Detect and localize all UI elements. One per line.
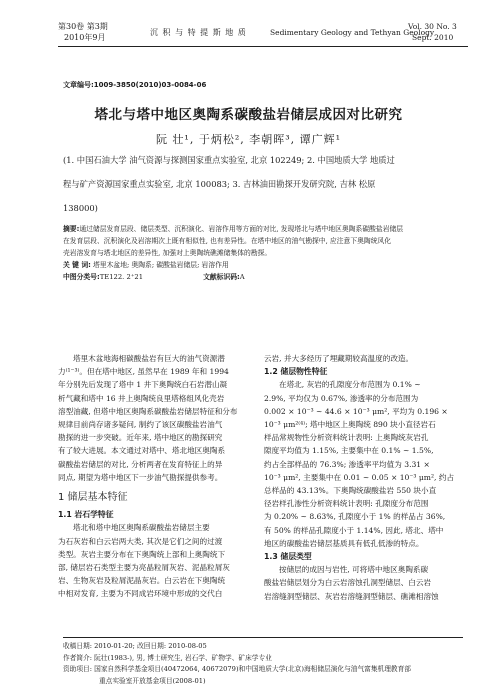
text-line: 总样品的 43.13%。下奥陶统碳酸盐岩 550 块小直	[264, 486, 437, 496]
affiliation-line: (1. 中国石油大学 油气资源与探测国家重点实验室, 北京 102249; 2. 中国地质大学 地质过	[63, 155, 395, 165]
text-line: 塔北和塔中地区奥陶系碳酸盐岩储层主要	[73, 523, 210, 533]
footnote-author: 作者简介: 阮壮(1983-), 男, 博士研究生, 岩石学、矿物学、矿床学专业	[63, 653, 272, 662]
text-line: 0.002 × 10⁻³ ~ 44.6 × 10⁻³ μm², 平均为 0.196 ×	[264, 406, 448, 416]
text-line: 约占全部样品的 76.3%; 渗透率平均值为 3.31 ×	[264, 459, 430, 469]
date-label: 2010年9月	[64, 33, 106, 42]
footnote-fund: 资助项目: 国家自然科学基金项目(40472064, 40672079)和中国地质大学(北京)海相储层演化与油气富集机理教育部	[63, 665, 411, 673]
paper-title: 塔北与塔中地区奥陶系碳酸盐岩储层成因对比研究	[94, 107, 403, 123]
text-line: 力⁽¹⁻³⁾。但在塔中地区, 虽然早在 1989 年和 1994	[58, 367, 229, 377]
subsection-heading: 1.3 储层类型	[264, 552, 312, 562]
journal-title-en: Sedimentary Geology and Tethyan Geology	[270, 28, 435, 37]
text-line: 同点, 期望为塔中地区下一步油气勘探提供参考。	[58, 472, 223, 482]
footnote-rule	[63, 637, 463, 638]
clc-label: 中图分类号:	[63, 273, 100, 281]
doc-code-value: A	[239, 273, 245, 281]
keywords-value: 塔里木盆地; 奥陶系; 碳酸盐岩储层; 岩溶作用	[93, 261, 229, 269]
date-label-en: Sept. 2010	[412, 33, 454, 42]
header-rule	[58, 46, 468, 47]
intro-paragraph	[58, 352, 254, 484]
text-line: 有了较大进展。本文通过对塔中、塔北地区奥陶系	[58, 446, 226, 456]
volume-label: 第30卷 第3期	[58, 22, 108, 31]
text-line: 地区的碳酸盐岩储层基质具有低孔低渗的特点。	[264, 538, 424, 548]
text-line: 有 50% 的样品孔隙度小于 1.14%, 因此, 塔北、塔中	[264, 525, 444, 535]
article-number: 文章编号:1009-3850(2010)03-0084-06	[63, 81, 207, 89]
footnote-fund: 重点实验室开放基金项目(2008-01)	[99, 676, 206, 685]
affiliation-line: 138000)	[63, 203, 98, 213]
text-line: 酸盐岩储层划分为白云岩溶蚀孔洞型储层、白云岩	[264, 578, 432, 588]
text-line: 云岩, 并大多经历了埋藏期较高温度的改造。	[264, 354, 414, 363]
abstract-line: 通过储层发育层段、储层类型、沉积演化、岩溶作用等方面的对比, 发现塔北与塔中地区奥陶系碳酸盐岩储层	[79, 225, 404, 233]
text-line: 析气藏和塔中 16 井上奥陶统良里塔格组风化壳岩	[58, 393, 225, 403]
text-line: 2.9%, 平均仅为 0.67%, 渗透率的分布范围为	[264, 393, 419, 403]
text-line: 隙度平均值为 1.15%, 主要集中在 0.1% ~ 1.5%,	[264, 446, 434, 456]
abstract-block	[63, 223, 463, 283]
text-line: 碳酸盐岩储层的对比, 分析两者在发育特征上的异	[58, 459, 223, 469]
section-heading: 1 储层基本特征	[58, 492, 128, 504]
affiliation-line: 程与矿产资源国家重点实验室, 北京 100083; 3. 吉林油田勘探开发研究院, 吉林 松原	[63, 179, 376, 189]
abstract-label: 摘要:	[63, 225, 80, 233]
text-line: 岩、生物灰岩及粒屑泥晶灰岩。白云岩在下奥陶统	[58, 576, 226, 586]
abstract-line: 在发育层段、沉积演化及岩溶期次上既有相似性, 也有差异性。在塔中地区的油气勘探中, 应注意下奥陶统风化	[63, 237, 392, 245]
text-line: 为 0.20% ~ 8.63%, 孔隙度小于 1% 的样品占 36%,	[264, 512, 446, 522]
text-line: 规律目前尚存诸多疑问, 制约了该区碳酸盐岩油气	[58, 420, 223, 430]
text-line: 10⁻³ μm², 主要集中在 0.01 ~ 0.05 × 10⁻³ μm², 约占	[264, 472, 455, 482]
volume-label-en: Vol. 30 No. 3	[408, 22, 457, 31]
right-column	[264, 352, 460, 603]
text-line: 类型。灰岩主要分布在下奥陶统上部和上奥陶统下	[58, 549, 226, 559]
text-line: 10⁻³ μm²⁽⁴⁾; 塔中地区上奥陶统 890 块小直径岩石	[264, 420, 436, 430]
text-line: 样品常规物性分析资料统计表明: 上奥陶统灰岩孔	[264, 433, 429, 443]
text-line: 塔里木盆地海相碳酸盐岩有巨大的油气资源潜	[73, 354, 225, 363]
text-line: 中相对发育, 主要为不同成岩环境中形成的交代白	[58, 589, 223, 599]
journal-title-cn: 沉 积 与 特 提 斯 地 质	[150, 28, 247, 37]
text-line: 部, 储层岩石类型主要为亮晶粒屑灰岩、泥晶粒屑灰	[58, 563, 230, 573]
text-line: 在塔北, 灰岩的孔隙度分布范围为 0.1% ~	[279, 380, 421, 390]
text-line: 年分别先后发现了塔中 1 井下奥陶统白石岩潜山凝	[58, 380, 228, 390]
footnote-received: 收稿日期: 2010-01-20; 改回日期: 2010-08-05	[63, 642, 207, 650]
left-column	[58, 352, 254, 601]
subsection-heading: 1.1 岩石学特征	[58, 510, 114, 520]
text-line: 为石灰岩和白云岩两大类, 其次是它们之间的过渡	[58, 536, 223, 546]
subsection-heading: 1.2 储层物性特征	[264, 367, 328, 377]
keywords-label: 关 键 词:	[63, 261, 91, 269]
text-line: 溶型油藏, 但塔中地区奥陶系碳酸盐岩储层特征和分布	[58, 406, 238, 416]
author-list: 阮 壮¹, 于炳松², 李朝晖³, 谭广辉¹	[155, 133, 342, 146]
clc-value: TE122. 2⁺21	[99, 273, 144, 281]
abstract-line: 壳岩溶发育与塔北地区的差异性, 加强对上奥陶统礁滩储集体的勘探。	[63, 249, 272, 257]
text-line: 径岩样孔渗性分析资料统计表明: 孔隙度分布范围	[264, 499, 429, 509]
text-line: 勘探的进一步突破。近年来, 塔中地区的勘探研究	[58, 433, 223, 443]
footnote-block	[63, 641, 463, 687]
text-line: 岩溶缝洞型储层、灰岩岩溶缝洞型储层、礁滩相溶蚀	[264, 591, 439, 601]
doc-code-label: 文献标识码:	[203, 273, 240, 281]
affiliation-block	[63, 148, 463, 220]
text-line: 按储层的成因与岩性, 可将塔中地区奥陶系碳	[279, 565, 429, 575]
